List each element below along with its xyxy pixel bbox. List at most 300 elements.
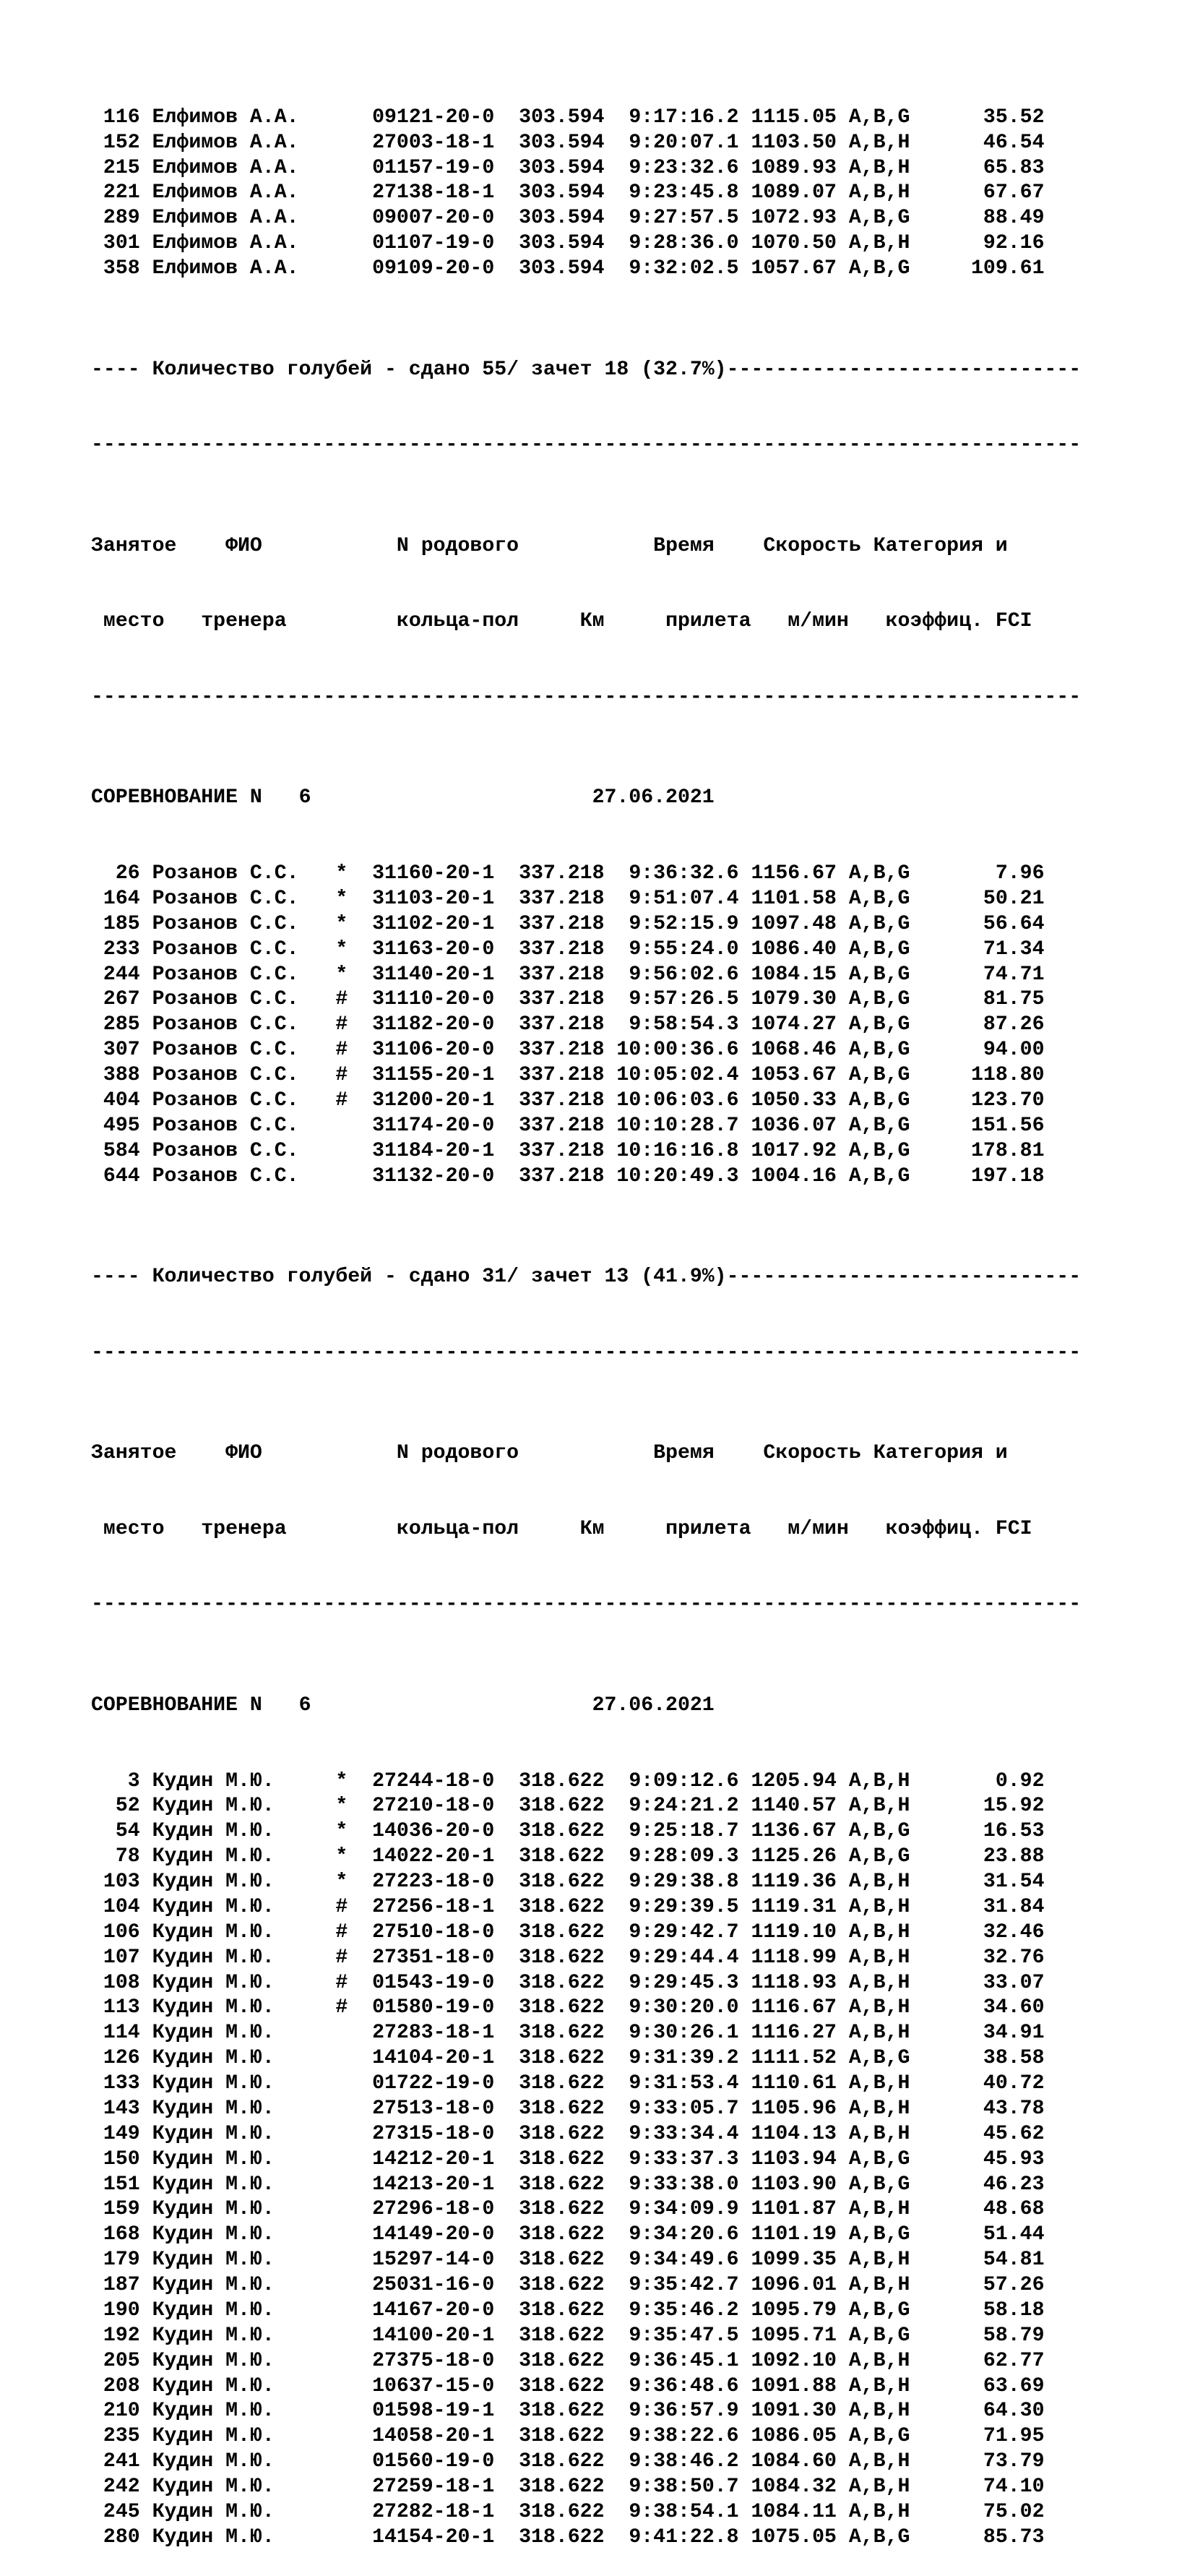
name-cell: Кудин М.Ю. [152,2173,336,2196]
speed-cell: 1004.16 [751,1164,837,1188]
ring-cell: 27003-18-1 [372,131,495,154]
ring-cell: 14149-20-0 [372,2223,495,2246]
fci-cell: 94.00 [922,1039,1045,1062]
time-cell: 9:28:36.0 [616,232,739,255]
place-cell: 388 [91,1064,140,1086]
result-row [91,963,1189,988]
time-cell: 9:38:50.7 [616,2476,739,2498]
name-cell: Кудин М.Ю. [152,2500,336,2523]
name-cell: Кудин М.Ю. [152,2298,336,2322]
category-cell: A,B,G [848,988,910,1011]
ring-cell: 14100-20-1 [372,2324,495,2347]
ring-cell: 31102-20-1 [372,912,495,935]
km-cell: 318.622 [519,1845,605,1868]
name-cell: Кудин М.Ю. [152,2198,336,2221]
time-cell: 9:30:20.0 [616,1996,739,2019]
result-row [91,2122,1189,2147]
ring-cell: 09109-20-0 [372,257,495,280]
speed-cell: 1103.90 [751,2173,837,2196]
result-row [91,106,1189,131]
result-row [91,2197,1189,2223]
speed-cell: 1086.40 [751,937,837,961]
ring-cell: 01560-19-0 [372,2450,495,2473]
competition-label: СОРЕВНОВАНИЕ N [91,786,262,810]
time-cell: 9:23:32.6 [616,156,739,179]
category-cell: A,B,G [848,207,910,230]
mark-cell: * [335,1871,373,1893]
time-cell: 9:35:46.2 [616,2298,739,2322]
speed-cell: 1053.67 [751,1064,837,1086]
category-cell: A,B,G [848,2298,910,2322]
result-row [91,1870,1189,1895]
result-row [91,1139,1189,1164]
result-row [91,1013,1189,1038]
place-cell: 358 [91,257,140,280]
speed-cell: 1091.88 [751,2374,837,2397]
fci-cell: 46.54 [922,131,1045,154]
category-cell: A,B,G [848,2047,910,2070]
mark-cell [335,2047,372,2069]
header-col-place-2: место [103,610,165,633]
ring-cell: 27513-18-0 [372,2097,495,2120]
time-cell: 9:55:24.0 [616,937,739,961]
name-cell: Кудин М.Ю. [152,2022,336,2045]
divider-line: --------------------------------------------------------------------------------- [91,1341,1082,1364]
time-cell: 9:29:42.7 [616,1920,739,1944]
result-row [91,1920,1189,1946]
name-cell: Розанов С.С. [152,887,336,910]
fci-cell: 31.54 [922,1871,1045,1893]
place-cell: 179 [91,2249,140,2272]
name-cell: Елфимов А.А. [152,106,336,129]
km-cell: 318.622 [519,1795,605,1818]
mark-cell: # [335,1971,373,1994]
header-row-1 [91,1441,1189,1467]
time-cell: 9:20:07.1 [616,131,739,154]
time-cell: 9:31:39.2 [616,2047,739,2070]
category-cell: A,B,H [848,2476,910,2498]
mark-cell [335,2476,372,2498]
fci-cell: 71.34 [922,937,1045,961]
name-cell: Розанов С.С. [152,912,336,935]
place-cell: 168 [91,2223,140,2246]
name-cell: Елфимов А.А. [152,131,336,154]
category-cell: A,B,H [848,2274,910,2296]
mark-cell [335,2198,372,2220]
speed-cell: 1115.05 [751,106,837,129]
time-cell: 9:24:21.2 [616,1795,739,1818]
ring-cell: 31132-20-0 [372,1164,495,1188]
time-cell: 9:32:02.5 [616,257,739,280]
speed-cell: 1084.11 [751,2500,837,2523]
km-cell: 337.218 [519,887,605,910]
result-row [91,1895,1189,1920]
place-cell: 185 [91,912,140,935]
place-cell: 233 [91,937,140,961]
place-cell: 210 [91,2400,140,2423]
speed-cell: 1079.30 [751,988,837,1011]
header-col-speed-2: м/мин [788,1517,849,1540]
place-cell: 241 [91,2450,140,2473]
time-cell: 9:36:32.6 [616,862,739,885]
result-row [91,1819,1189,1845]
header-col-time-2: прилета [665,610,751,633]
fci-cell: 63.69 [922,2374,1045,2397]
km-cell: 318.622 [519,2223,605,2246]
km-cell: 337.218 [519,1139,605,1162]
category-cell: A,B,G [848,2173,910,2196]
fci-cell: 57.26 [922,2274,1045,2296]
mark-cell: # [335,988,373,1011]
mark-cell: * [335,862,373,885]
time-cell: 9:57:26.5 [616,988,739,1011]
name-cell: Розанов С.С. [152,1013,336,1036]
time-cell: 9:28:09.3 [616,1845,739,1868]
ring-cell: 31155-20-1 [372,1064,495,1086]
km-cell: 318.622 [519,2022,605,2045]
name-cell: Кудин М.Ю. [152,1946,336,1969]
header-col-name: ФИО [225,1442,262,1465]
name-cell: Елфимов А.А. [152,181,336,205]
km-cell: 318.622 [519,2147,605,2171]
fci-cell: 123.70 [922,1089,1045,1112]
ring-cell: 31184-20-1 [372,1139,495,1162]
place-cell: 208 [91,2374,140,2397]
speed-cell: 1097.48 [751,912,837,935]
ring-cell: 31106-20-0 [372,1039,495,1062]
ring-cell: 27138-18-1 [372,181,495,205]
ring-cell: 14167-20-0 [372,2298,495,2322]
place-cell: 235 [91,2425,140,2448]
competition-line [91,786,1189,811]
km-cell: 303.594 [519,257,605,280]
category-cell: A,B,H [848,181,910,205]
place-cell: 164 [91,887,140,910]
category-cell: A,B,G [848,1845,910,1868]
category-cell: A,B,G [848,1039,910,1062]
name-cell: Розанов С.С. [152,1039,336,1062]
header-col-speed-2: м/мин [788,610,849,633]
name-cell: Кудин М.Ю. [152,1920,336,1944]
speed-cell: 1084.15 [751,963,837,986]
place-cell: 404 [91,1089,140,1112]
result-row [91,2324,1189,2349]
speed-cell: 1057.67 [751,257,837,280]
fci-cell: 45.62 [922,2122,1045,2145]
mark-cell: # [335,1996,373,2019]
km-cell: 337.218 [519,1114,605,1137]
fci-cell: 35.52 [922,106,1045,129]
ring-cell: 01598-19-1 [372,2400,495,2423]
fci-cell: 75.02 [922,2500,1045,2523]
ring-cell: 01722-19-0 [372,2072,495,2095]
place-cell: 215 [91,156,140,179]
km-cell: 318.622 [519,2374,605,2397]
divider-line: --------------------------------------------------------------------------------- [91,685,1082,708]
fci-cell: 34.91 [922,2022,1045,2045]
time-cell: 9:38:46.2 [616,2450,739,2473]
ring-cell: 27210-18-0 [372,1795,495,1818]
time-cell: 9:17:16.2 [616,106,739,129]
time-cell: 9:36:48.6 [616,2374,739,2397]
mark-cell [335,2223,372,2246]
fci-cell: 50.21 [922,887,1045,910]
category-cell: A,B,H [848,1920,910,1944]
header-col-fci: FCI [995,1517,1032,1540]
category-cell: A,B,H [848,1895,910,1918]
result-row [91,1794,1189,1819]
fci-cell: 46.23 [922,2173,1045,2196]
km-cell: 318.622 [519,1769,605,1793]
fci-cell: 0.92 [922,1769,1045,1793]
ring-cell: 31110-20-0 [372,988,495,1011]
mark-cell [335,1115,372,1137]
mark-cell: * [335,1795,373,1818]
time-cell: 10:20:49.3 [616,1164,739,1188]
km-cell: 337.218 [519,1064,605,1086]
header-col-place: Занятое [91,534,177,557]
km-cell: 318.622 [519,1996,605,2019]
ring-cell: 10637-15-0 [372,2374,495,2397]
fci-cell: 151.56 [922,1114,1045,1137]
fci-cell: 88.49 [922,207,1045,230]
km-cell: 318.622 [519,2450,605,2473]
ring-cell: 01157-19-0 [372,156,495,179]
result-row [91,987,1189,1013]
fci-cell: 58.18 [922,2298,1045,2322]
ring-cell: 27244-18-0 [372,1769,495,1793]
header-col-category: Категория и [873,1442,1008,1465]
fci-cell: 81.75 [922,988,1045,1011]
time-cell: 9:31:53.4 [616,2072,739,2095]
time-cell: 10:06:03.6 [616,1089,739,1112]
time-cell: 9:25:18.7 [616,1820,739,1843]
speed-cell: 1105.96 [751,2097,837,2120]
place-cell: 143 [91,2097,140,2120]
time-cell: 9:34:09.9 [616,2198,739,2221]
place-cell: 307 [91,1039,140,1062]
result-row [91,2399,1189,2424]
km-cell: 318.622 [519,2274,605,2296]
results-block-kudin [91,1769,1189,2551]
name-cell: Кудин М.Ю. [152,1845,336,1868]
result-row [91,1769,1189,1795]
mark-cell: # [335,1920,373,1944]
fci-cell: 71.95 [922,2425,1045,2448]
mark-cell [335,2450,372,2473]
header-row-2 [91,1517,1189,1542]
time-cell: 9:33:05.7 [616,2097,739,2120]
name-cell: Розанов С.С. [152,1114,336,1137]
fci-cell: 51.44 [922,2223,1045,2246]
speed-cell: 1205.94 [751,1769,837,1793]
ring-cell: 31160-20-1 [372,862,495,885]
name-cell: Розанов С.С. [152,1064,336,1086]
speed-cell: 1104.13 [751,2122,837,2145]
km-cell: 337.218 [519,1013,605,1036]
time-cell: 9:29:38.8 [616,1871,739,1893]
speed-cell: 1110.61 [751,2072,837,2095]
mark-cell [335,2350,372,2372]
mark-cell [335,2375,372,2397]
km-cell: 318.622 [519,1820,605,1843]
mark-cell: # [335,1064,373,1086]
category-cell: A,B,H [848,2072,910,2095]
place-cell: 113 [91,1996,140,2019]
fci-cell: 48.68 [922,2198,1045,2221]
result-row [91,156,1189,181]
name-cell: Розанов С.С. [152,862,336,885]
speed-cell: 1072.93 [751,207,837,230]
fci-cell: 64.30 [922,2400,1045,2423]
fci-cell: 23.88 [922,1845,1045,1868]
ring-cell: 14058-20-1 [372,2425,495,2448]
result-row [91,2298,1189,2324]
mark-cell [335,2425,372,2447]
competition-date: 27.06.2021 [592,1693,715,1717]
category-cell: A,B,H [848,156,910,179]
name-cell: Кудин М.Ю. [152,2249,336,2272]
category-cell: A,B,G [848,257,910,280]
result-row [91,1114,1189,1139]
km-cell: 337.218 [519,988,605,1011]
place-cell: 151 [91,2173,140,2196]
km-cell: 318.622 [519,2072,605,2095]
speed-cell: 1118.93 [751,1971,837,1994]
km-cell: 318.622 [519,2122,605,2145]
ring-cell: 27256-18-1 [372,1895,495,1918]
km-cell: 303.594 [519,232,605,255]
time-cell: 9:36:45.1 [616,2349,739,2372]
time-cell: 10:10:28.7 [616,1114,739,1137]
name-cell: Кудин М.Ю. [152,2450,336,2473]
ring-cell: 14212-20-1 [372,2147,495,2171]
km-cell: 318.622 [519,2324,605,2347]
category-cell: A,B,G [848,2147,910,2171]
summary-line: ---- Количество голубей - сдано 31/ зачет 13 (41.9%)----------------------------- [91,1266,1082,1288]
mark-cell: # [335,1039,373,1062]
mark-cell: * [335,1820,373,1843]
name-cell: Розанов С.С. [152,1139,336,1162]
mark-cell: # [335,1895,373,1918]
km-cell: 318.622 [519,2298,605,2322]
name-cell: Елфимов А.А. [152,257,336,280]
header-col-place: Занятое [91,1442,177,1465]
header-col-coef: коэффиц. [885,610,983,633]
competition-label: СОРЕВНОВАНИЕ N [91,1693,262,1717]
place-cell: 280 [91,2525,140,2549]
ring-cell: 27375-18-0 [372,2349,495,2372]
time-cell: 9:38:54.1 [616,2500,739,2523]
ring-cell: 27223-18-0 [372,1871,495,1893]
speed-cell: 1156.67 [751,862,837,885]
ring-cell: 27259-18-1 [372,2476,495,2498]
category-cell: A,B,H [848,232,910,255]
result-row [91,2450,1189,2475]
fci-cell: 92.16 [922,232,1045,255]
time-cell: 10:05:02.4 [616,1064,739,1086]
header-col-name-2: тренера [201,1517,287,1540]
header-col-time: Время [653,534,715,557]
header-col-coef: коэффиц. [885,1517,983,1540]
place-cell: 107 [91,1946,140,1969]
km-cell: 337.218 [519,963,605,986]
ring-cell: 14022-20-1 [372,1845,495,1868]
category-cell: A,B,H [848,131,910,154]
time-cell: 9:56:02.6 [616,963,739,986]
mark-cell: * [335,1769,373,1793]
fci-cell: 7.96 [922,862,1045,885]
time-cell: 9:36:57.9 [616,2400,739,2423]
ring-cell: 27315-18-0 [372,2122,495,2145]
place-cell: 495 [91,1114,140,1137]
category-cell: A,B,G [848,887,910,910]
category-cell: A,B,H [848,2097,910,2120]
category-cell: A,B,H [848,1795,910,1818]
speed-cell: 1095.71 [751,2324,837,2347]
mark-cell [335,2501,372,2523]
place-cell: 190 [91,2298,140,2322]
fci-cell: 56.64 [922,912,1045,935]
fci-cell: 118.80 [922,1064,1045,1086]
fci-cell: 73.79 [922,2450,1045,2473]
result-row [91,1971,1189,1996]
name-cell: Кудин М.Ю. [152,2047,336,2070]
ring-cell: 27510-18-0 [372,1920,495,1944]
result-row [91,2097,1189,2122]
time-cell: 9:33:38.0 [616,2173,739,2196]
header-col-ring: N родового [396,534,519,557]
speed-cell: 1101.19 [751,2223,837,2246]
mark-cell [335,2022,372,2044]
km-cell: 318.622 [519,2198,605,2221]
name-cell: Кудин М.Ю. [152,1971,336,1994]
name-cell: Кудин М.Ю. [152,2097,336,2120]
mark-cell [335,2148,372,2171]
category-cell: A,B,G [848,2425,910,2448]
name-cell: Кудин М.Ю. [152,2274,336,2296]
fci-cell: 32.46 [922,1920,1045,1944]
speed-cell: 1103.50 [751,131,837,154]
result-row [91,2374,1189,2400]
header-col-name: ФИО [225,534,262,557]
result-row [91,2525,1189,2551]
time-cell: 9:33:37.3 [616,2147,739,2171]
time-cell: 9:23:45.8 [616,181,739,205]
km-cell: 337.218 [519,1089,605,1112]
time-cell: 9:41:22.8 [616,2525,739,2549]
km-cell: 318.622 [519,1946,605,1969]
speed-cell: 1074.27 [751,1013,837,1036]
mark-cell [335,2123,372,2145]
place-cell: 159 [91,2198,140,2221]
fci-cell: 85.73 [922,2525,1045,2549]
category-cell: A,B,G [848,1013,910,1036]
speed-cell: 1119.31 [751,1895,837,1918]
place-cell: 584 [91,1139,140,1162]
km-cell: 303.594 [519,181,605,205]
name-cell: Елфимов А.А. [152,232,336,255]
time-cell: 9:34:20.6 [616,2223,739,2246]
speed-cell: 1111.52 [751,2047,837,2070]
speed-cell: 1086.05 [751,2425,837,2448]
category-cell: A,B,G [848,1114,910,1137]
speed-cell: 1101.58 [751,887,837,910]
fci-cell: 62.77 [922,2349,1045,2372]
category-cell: A,B,H [848,2022,910,2045]
km-cell: 318.622 [519,2425,605,2448]
mark-cell [335,257,372,280]
